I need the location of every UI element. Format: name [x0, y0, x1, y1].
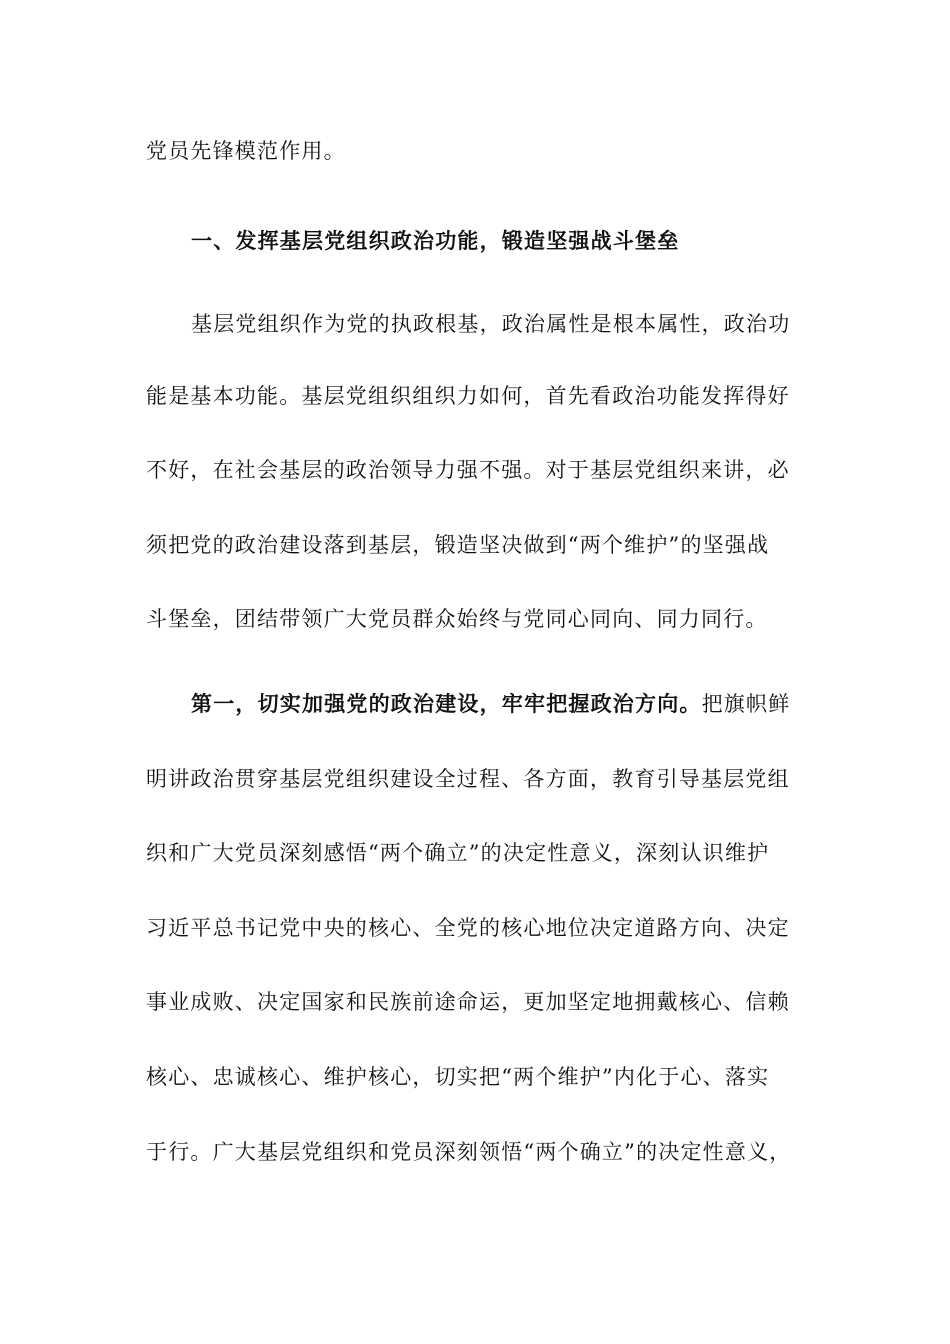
paragraph-line: 党员先锋模范作用。: [146, 139, 346, 163]
paragraph-line: 核心、忠诚核心、维护核心，切实把“两个维护”内化于心、落实: [146, 1065, 770, 1089]
paragraph-line: 不好，在社会基层的政治领导力强不强。对于基层党组织来讲，必: [146, 458, 790, 482]
section-heading: 一、发挥基层党组织政治功能，锻造坚强战斗堡垒: [191, 229, 680, 253]
paragraph-line: 斗堡垒，团结带领广大党员群众始终与党同心同向、同力同行。: [146, 607, 768, 631]
paragraph-line: 能是基本功能。基层党组织组织力如何，首先看政治功能发挥得好: [146, 384, 790, 408]
paragraph-line: [191, 689, 790, 719]
paragraph-line: 事业成败、决定国家和民族前途命运，更加坚定地拥戴核心、信赖: [146, 990, 790, 1014]
paragraph-line: 明讲政治贯穿基层党组织建设全过程、各方面，教育引导基层党组: [146, 767, 790, 791]
paragraph-text: 把旗帜鲜: [701, 692, 791, 716]
paragraph-line: 于行。广大基层党组织和党员深刻领悟“两个确立”的决定性意义，: [146, 1140, 792, 1164]
paragraph-line: 须把党的政治建设落到基层，锻造坚决做到“两个维护”的坚强战: [146, 533, 770, 557]
paragraph-line: 习近平总书记党中央的核心、全党的核心地位决定道路方向、决定: [146, 916, 790, 940]
paragraph-line: 织和广大党员深刻感悟“两个确立”的决定性意义，深刻认识维护: [146, 841, 770, 865]
paragraph-line: 基层党组织作为党的执政根基，政治属性是根本属性，政治功: [191, 312, 791, 336]
bold-lead-sentence: 第一，切实加强党的政治建设，牢牢把握政治方向。: [191, 692, 702, 716]
